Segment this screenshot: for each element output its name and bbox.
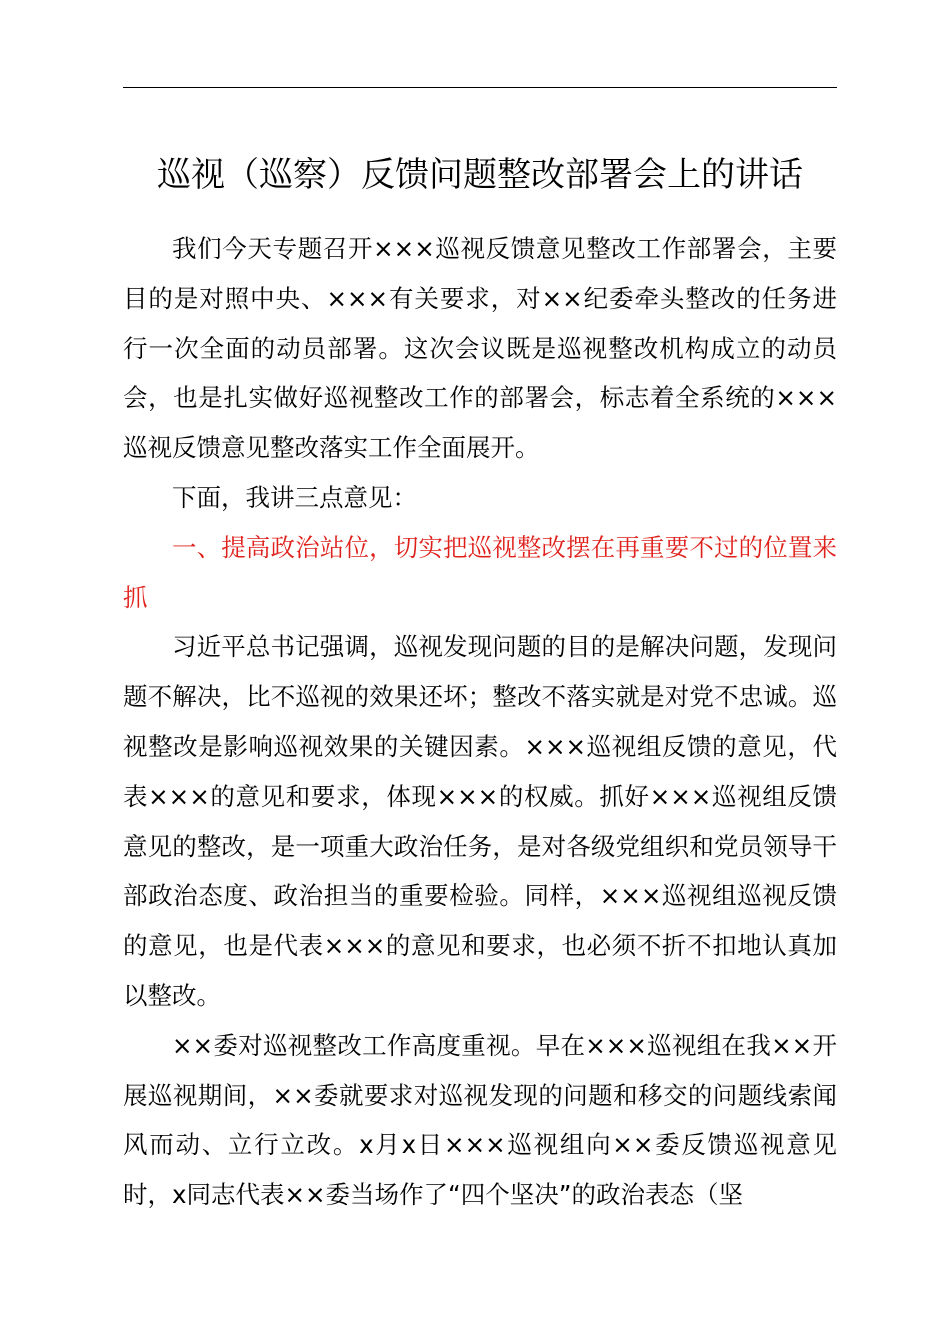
document-title: 巡视（巡察）反馈问题整改部署会上的讲话 — [157, 155, 803, 195]
paragraph-body-1: 习近平总书记强调，巡视发现问题的目的是解决问题，发现问题不解决，比不巡视的效果还坏；整改不落实就是对党不忠诚。巡视整改是影响巡视效果的关键因素。×××巡视组反馈的意见，代表×××的意见和要求，体现×××的权威。抓好×××巡视组反馈意见的整改，是一项重大政治任务，是对各级党组织和党员领导干部政治态度、政治担当的重要检验。同样，×××巡视组巡视反馈的意见，也是代表×××的意见和要求，也必须不折不扣地认真加以整改。 — [123, 632, 837, 1010]
document-body — [123, 224, 837, 1220]
header-rule — [123, 87, 837, 88]
paragraph-body-2: ××委对巡视整改工作高度重视。早在×××巡视组在我××开展巡视期间，××委就要求对巡视发现的问题和移交的问题线索闻风而动、立行立改。x月x日×××巡视组向××委反馈巡视意见时，x同志代表××委当场作了“四个坚决”的政治表态（坚 — [123, 1030, 837, 1210]
paragraph-intro: 我们今天专题召开×××巡视反馈意见整改工作部署会，主要目的是对照中央、×××有关要求，对××纪委牵头整改的任务进行一次全面的动员部署。这次会议既是巡视整改机构成立的动员会，也是扎实做好巡视整改工作的部署会，标志着全系统的×××巡视反馈意见整改落实工作全面展开。 — [123, 234, 837, 463]
section-heading-1: 一、提高政治站位，切实把巡视整改摆在再重要不过的位置来抓 — [123, 532, 837, 612]
paragraph-lead-in: 下面，我讲三点意见： — [172, 482, 417, 512]
